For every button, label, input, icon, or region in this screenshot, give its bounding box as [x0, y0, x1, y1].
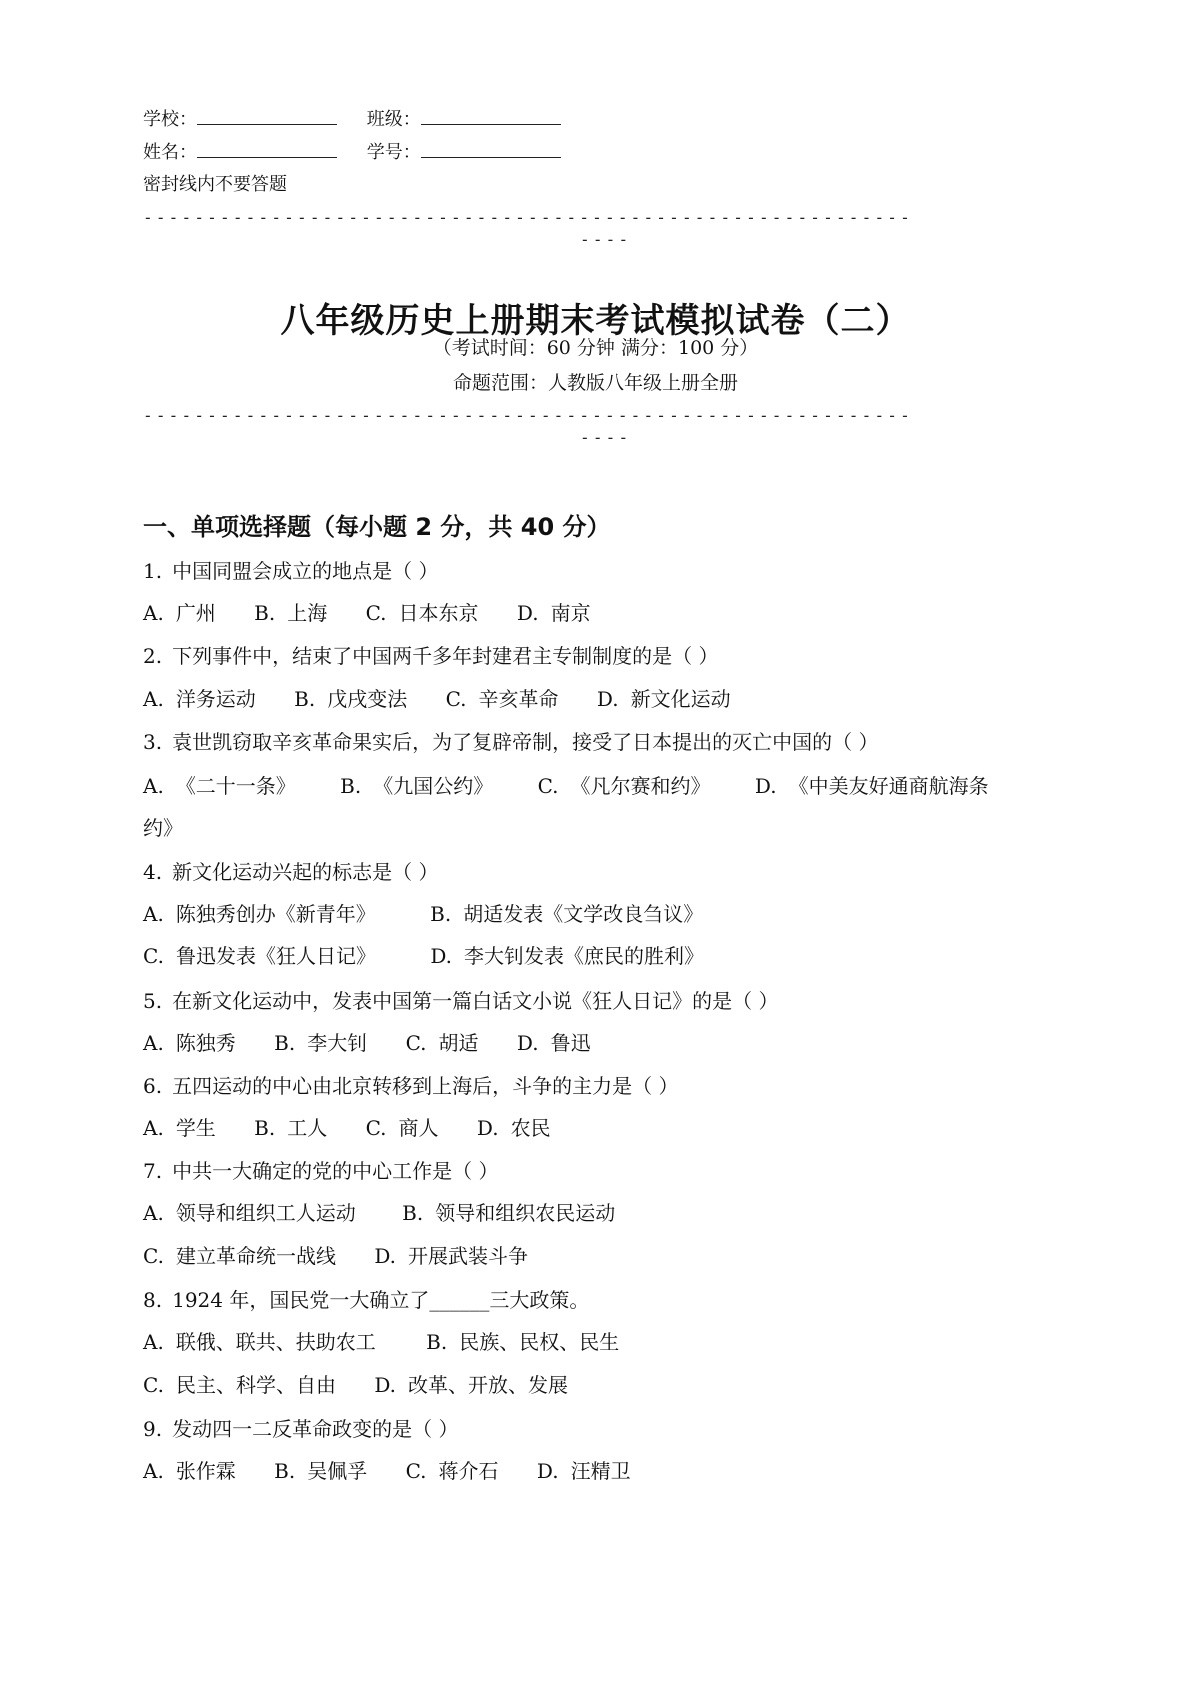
option-a[interactable]: A. 学生: [143, 1116, 216, 1140]
exam-scope: 命题范围：人教版八年级上册全册: [452, 372, 738, 394]
seal-dash-tail: ----: [580, 230, 632, 249]
divider-dash-tail: ----: [580, 428, 632, 447]
option-d[interactable]: D. 汪精卫: [536, 1459, 631, 1483]
question-stem: 9. 发动四一二反革命政变的是（ ）: [143, 1417, 459, 1441]
option-c[interactable]: C. 鲁迅发表《狂人日记》: [143, 944, 376, 968]
option-d[interactable]: D. 鲁迅: [516, 1031, 591, 1055]
option-b[interactable]: B. 胡适发表《文学改良刍议》: [430, 902, 704, 926]
question-stem: 4. 新文化运动兴起的标志是（ ）: [143, 860, 439, 884]
question-options: [143, 1112, 583, 1141]
school-label: 学校：: [143, 109, 197, 130]
school-blank[interactable]: [197, 108, 337, 125]
option-a[interactable]: A. 陈独秀创办《新青年》: [143, 902, 376, 926]
option-c[interactable]: C. 建立革命统一战线: [143, 1244, 336, 1268]
option-b[interactable]: B. 工人: [254, 1116, 328, 1140]
option-b[interactable]: B. 民族、民权、民生: [426, 1330, 620, 1354]
question-options: [143, 1369, 600, 1398]
name-id-row: [143, 141, 585, 165]
option-b[interactable]: B. 《九国公约》: [340, 774, 494, 798]
divider-dash-line: ------------------------------------------------------------: [143, 406, 913, 425]
class-label: 班级：: [366, 109, 421, 130]
question-stem: 3. 袁世凯窃取辛亥革命果实后，为了复辟帝制，接受了日本提出的灭亡中国的（ ）: [143, 730, 879, 754]
option-c[interactable]: C. 民主、科学、自由: [143, 1373, 336, 1397]
option-wrap-text: 约》: [143, 816, 183, 840]
question-options: [143, 1326, 651, 1355]
option-a[interactable]: A. 领导和组织工人运动: [143, 1201, 356, 1225]
option-c[interactable]: C. 日本东京: [365, 601, 479, 625]
option-c[interactable]: C. 辛亥革命: [445, 687, 559, 711]
question-options: [143, 770, 989, 799]
option-b[interactable]: B. 戊戌变法: [294, 687, 408, 711]
question-options: [143, 1027, 623, 1056]
question-stem: 5. 在新文化运动中，发表中国第一篇白话文小说《狂人日记》的是（ ）: [143, 989, 779, 1013]
option-a[interactable]: A. 广州: [143, 601, 216, 625]
option-a[interactable]: A. 《二十一条》: [143, 774, 296, 798]
question-stem: 6. 五四运动的中心由北京转移到上海后，斗争的主力是（ ）: [143, 1074, 679, 1098]
option-d[interactable]: D. 新文化运动: [596, 687, 731, 711]
seal-note: 密封线内不要答题: [143, 174, 287, 195]
section-heading: 一、单项选择题（每小题 2 分，共 40 分）: [143, 513, 611, 541]
option-b[interactable]: B. 李大钊: [274, 1031, 368, 1055]
option-c[interactable]: C. 蒋介石: [405, 1459, 499, 1483]
option-a[interactable]: A. 张作霖: [143, 1459, 236, 1483]
question-stem: 8. 1924 年，国民党一大确立了______三大政策。: [143, 1288, 590, 1312]
seal-dash-line: ------------------------------------------------------------: [143, 208, 913, 227]
option-a[interactable]: A. 陈独秀: [143, 1031, 236, 1055]
question-options: [143, 597, 623, 626]
question-stem: 7. 中共一大确定的党的中心工作是（ ）: [143, 1159, 499, 1183]
question-options: [143, 940, 736, 969]
option-c[interactable]: C. 商人: [365, 1116, 439, 1140]
question-options: [143, 1455, 663, 1484]
option-c[interactable]: C. 《凡尔赛和约》: [537, 774, 711, 798]
question-options: [143, 898, 735, 927]
option-b[interactable]: B. 吴佩孚: [274, 1459, 368, 1483]
school-class-row: [143, 108, 585, 132]
id-label: 学号：: [366, 142, 421, 163]
question-options: [143, 1240, 560, 1269]
id-blank[interactable]: [421, 141, 561, 158]
option-d[interactable]: D. 南京: [516, 601, 591, 625]
name-label: 姓名：: [143, 142, 197, 163]
option-d[interactable]: D. 农民: [476, 1116, 551, 1140]
name-blank[interactable]: [197, 141, 337, 158]
option-c[interactable]: C. 胡适: [405, 1031, 479, 1055]
option-a[interactable]: A. 联俄、联共、扶助农工: [143, 1330, 376, 1354]
class-blank[interactable]: [421, 108, 561, 125]
option-b[interactable]: B. 领导和组织农民运动: [402, 1201, 616, 1225]
option-d[interactable]: D. 《中美友好通商航海条: [754, 774, 989, 798]
question-options: [143, 1197, 647, 1226]
exam-title: 八年级历史上册期末考试模拟试卷（二）: [280, 301, 911, 341]
question-options: [143, 683, 763, 712]
option-d[interactable]: D. 改革、开放、发展: [374, 1373, 568, 1397]
option-a[interactable]: A. 洋务运动: [143, 687, 256, 711]
question-stem: 1. 中国同盟会成立的地点是（ ）: [143, 559, 439, 583]
option-b[interactable]: B. 上海: [254, 601, 328, 625]
option-d[interactable]: D. 开展武装斗争: [374, 1244, 528, 1268]
question-stem: 2. 下列事件中，结束了中国两千多年封建君主专制制度的是（ ）: [143, 644, 719, 668]
option-d[interactable]: D. 李大钊发表《庶民的胜利》: [430, 944, 704, 968]
exam-time-info: （考试时间：60 分钟 满分：100 分）: [432, 337, 759, 359]
